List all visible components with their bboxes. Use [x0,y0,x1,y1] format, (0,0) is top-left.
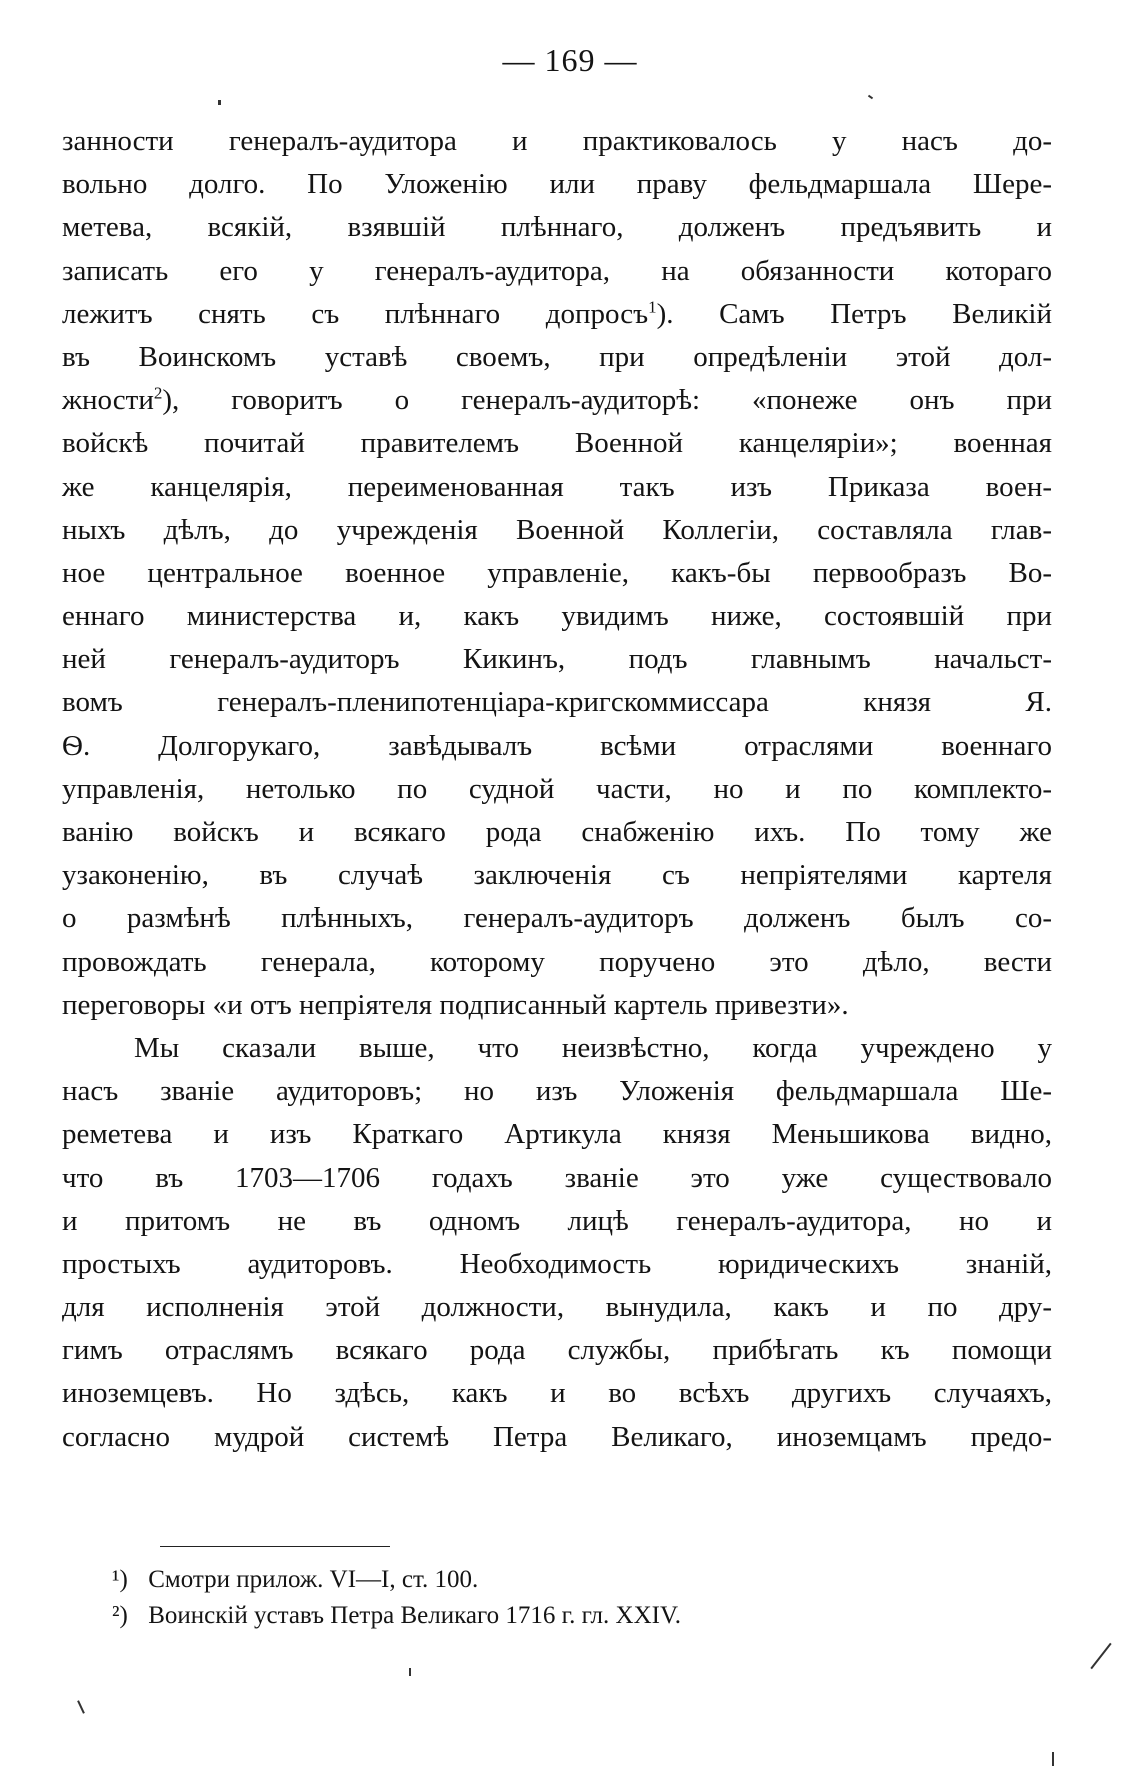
scan-speck [218,100,221,105]
line-text: простыхъ аудиторовъ. Необходимость юридическихъ знаній, [62,1247,1052,1280]
text-line [62,638,1052,681]
line-text: лежитъ снять съ плѣннаго допросъ [62,297,649,330]
line-text: ное центральное военное управленіе, какъ-бы первообразъ Во- [62,556,1052,589]
text-line [62,1329,1052,1372]
line-text: жности [62,384,154,417]
line-text: реметева и изъ Краткаго Артикула князя Меньшикова видно, [62,1118,1052,1151]
line-text: войскѣ почитай правителемъ Военной канцеляріи»; военная [62,427,1052,460]
text-line [62,1372,1052,1415]
line-text: въ Воинскомъ уставѣ своемъ, при опредѣленіи этой дол- [62,340,1052,373]
footnote [112,1562,1012,1598]
footnote-text: Смотри прилож. VI—I, ст. 100. [148,1566,479,1593]
text-line [62,509,1052,552]
text-line [62,163,1052,206]
page-number: — 169 — [502,42,638,78]
footnote-text: Воинскій уставъ Петра Великаго 1716 г. гл. XXIV. [148,1602,682,1629]
text-line [62,984,1052,1027]
text-line [62,854,1052,897]
text-line [62,422,1052,465]
line-text: вольно долго. По Уложенію или праву фельдмаршала Шере- [62,168,1052,201]
footnotes [112,1562,1012,1634]
scan-speck [1052,1752,1054,1766]
line-text: провождать генерала, которому поручено это дѣло, вести [62,945,1052,978]
line-text: ныхъ дѣлъ, до учрежденія Военной Коллегіи, составляла глав- [62,513,1052,546]
footnote-reference: 2 [153,383,163,403]
text-line [62,552,1052,595]
text-line [62,293,1052,336]
line-text: метева, всякій, взявшій плѣннаго, долженъ предъявить и [62,211,1052,244]
text-line [62,1200,1052,1243]
text-line [62,1070,1052,1113]
line-text: узаконенію, въ случаѣ заключенія съ непріятелями картеля [62,859,1052,892]
text-line [62,336,1052,379]
line-text: записать его у генералъ-аудитора, на обязанности котораго [62,254,1052,287]
text-line [62,1113,1052,1156]
text-line [62,595,1052,638]
text-line [62,1157,1052,1200]
line-text: еннаго министерства и, какъ увидимъ ниже, состоявшій при [62,600,1052,633]
text-line [62,1243,1052,1286]
footnote-mark: ¹) [112,1566,128,1593]
text-line [62,811,1052,854]
text-line [62,1027,1052,1070]
text-line [62,941,1052,984]
line-text: же канцелярія, переименованная такъ изъ Приказа воен- [62,470,1052,503]
scan-speck [77,1700,85,1714]
line-text: Мы сказали выше, что неизвѣстно, когда учреждено у [134,1031,1052,1064]
line-text: что въ 1703—1706 годахъ званіе это уже существовало [62,1161,1052,1194]
line-text: вомъ генералъ-пленипотенціара-кригскоммиссара князя Я. [62,686,1052,719]
line-text: для исполненія этой должности, вынудила, какъ и по дру- [62,1291,1052,1324]
line-text-continued: ). Самъ Петръ Великій [656,297,1052,330]
line-text: о размѣнѣ плѣнныхъ, генералъ-аудиторъ долженъ былъ со- [62,902,1052,935]
line-text: управленія, нетолько по судной части, но и по комплекто- [62,772,1052,805]
line-text: ней генералъ-аудиторъ Кикинъ, подъ главнымъ начальст- [62,643,1052,676]
footnote-reference: 1 [648,297,657,317]
footnote-mark: ²) [112,1602,128,1629]
line-text-continued: ), говоритъ о генералъ-аудиторѣ: «понеже онъ при [162,384,1052,417]
text-line [62,1416,1052,1459]
line-text: занности генералъ-аудитора и практиковалось у насъ до- [62,125,1052,157]
text-line [62,768,1052,811]
line-text: и притомъ не въ одномъ лицѣ генералъ-аудитора, но и [62,1204,1052,1237]
text-line [62,250,1052,293]
line-text: гимъ отраслямъ всякаго рода службы, прибѣгать къ помощи [62,1334,1052,1367]
scan-speck [409,1668,411,1676]
text-line [62,725,1052,768]
footnote [112,1598,1012,1634]
line-text: переговоры «и отъ непріятеля подписанный картель привезти». [62,988,849,1021]
line-text: насъ званіе аудиторовъ; но изъ Уложенія фельдмаршала Ше- [62,1075,1052,1108]
footnote-separator [160,1546,390,1547]
text-line [62,681,1052,724]
line-text: Ѳ. Долгорукаго, завѣдывалъ всѣми отраслями военнаго [62,729,1052,762]
text-line [62,1286,1052,1329]
scan-speck [868,95,873,100]
text-line [62,897,1052,940]
text-line [62,120,1052,163]
text-line [62,206,1052,249]
line-text: иноземцевъ. Но здѣсь, какъ и во всѣхъ другихъ случаяхъ, [62,1377,1052,1410]
text-line [62,466,1052,509]
text-line [62,379,1052,422]
body-text [62,120,1052,1459]
scan-speck [1090,1643,1111,1669]
line-text: ванію войскъ и всякаго рода снабженію ихъ. По тому же [62,816,1052,848]
line-text: согласно мудрой системѣ Петра Великаго, иноземцамъ предо- [62,1420,1052,1453]
